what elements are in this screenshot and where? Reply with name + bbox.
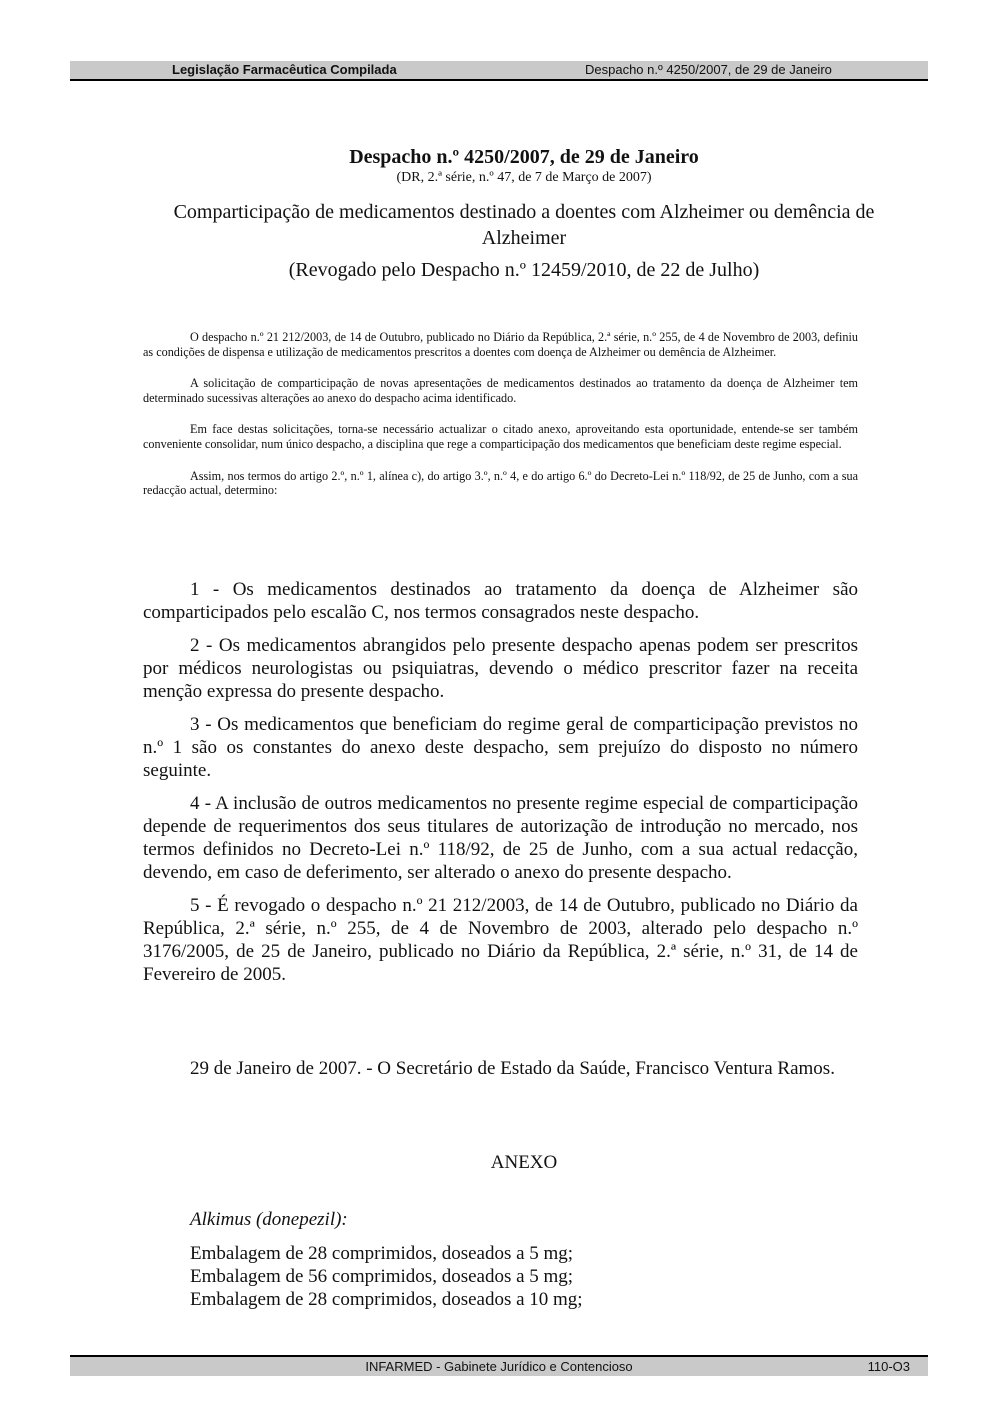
header-document-reference: Despacho n.º 4250/2007, de 29 de Janeiro xyxy=(585,62,832,77)
annex-title: ANEXO xyxy=(490,1152,558,1173)
annex-list-item: Embalagem de 56 comprimidos, doseados a 5 mg; xyxy=(190,1266,574,1287)
revocation-note: (Revogado pelo Despacho n.º 12459/2010, de 22 de Julho) xyxy=(288,259,760,281)
article-5: 5 - É revogado o despacho n.º 21 212/2003, de 14 de Outubro, publicado no Diário da República, 2.ª série, n.º 255, de 4 de Novembro de 2003, alterado pelo despacho n.º 3176/2005, de 25 de Janeiro, publicado no Diário da República, 2.ª série, n.º 31, de 14 de Fevereiro de 2005. xyxy=(143,895,858,985)
preamble-paragraph: O despacho n.º 21 212/2003, de 14 de Outubro, publicado no Diário da República, 2.ª série, n.º 255, de 4 de Novembro de 2003, definiu as condições de dispensa e utilização de medicamentos prescritos a doentes com doença de Alzheimer ou demência de Alzheimer. xyxy=(143,330,858,359)
article-3: 3 - Os medicamentos que beneficiam do regime geral de comparticipação previstos no n.º 1 são os constantes do anexo deste despacho, sem prejuízo do disposto no número seguinte. xyxy=(143,714,858,781)
article-4: 4 - A inclusão de outros medicamentos no presente regime especial de comparticipação depende de requerimentos dos seus titulares de autorização de introdução no mercado, nos termos definidos no Decreto-Lei n.º 118/92, de 25 de Junho, com a sua actual redacção, devendo, em caso de deferimento, ser alterado o anexo do presente despacho. xyxy=(143,793,858,883)
annex-list-item: Embalagem de 28 comprimidos, doseados a 5 mg; xyxy=(190,1243,574,1264)
annex-list-item: Embalagem de 28 comprimidos, doseados a 10 mg; xyxy=(190,1289,583,1310)
preamble-paragraph: A solicitação de comparticipação de novas apresentações de medicamentos destinados ao tratamento da doença de Alzheimer tem determinado sucessivas alterações ao anexo do despacho acima identificado. xyxy=(143,376,858,405)
preamble-paragraph: Em face destas solicitações, torna-se necessário actualizar o citado anexo, aproveitando esta oportunidade, entende-se ser também conveniente consolidar, num único despacho, a disciplina que rege a comparticipação dos medicamentos que beneficiam deste regime especial. xyxy=(143,422,858,451)
annex-list xyxy=(190,1242,583,1311)
article-2: 2 - Os medicamentos abrangidos pelo presente despacho apenas podem ser prescritos por médicos neurologistas ou psiquiatras, devendo o médico prescritor fazer na receita menção expressa do presente despacho. xyxy=(143,635,858,702)
annex-drug-name: Alkimus (donepezil): xyxy=(190,1209,348,1230)
preamble-paragraph: Assim, nos termos do artigo 2.º, n.º 1, alínea c), do artigo 3.º, n.º 4, e do artigo 6.º do Decreto-Lei n.º 118/92, de 25 de Junho, com a sua redacção actual, determino: xyxy=(143,468,858,498)
document-title: Despacho n.º 4250/2007, de 29 de Janeiro xyxy=(349,146,699,168)
preamble xyxy=(143,330,858,515)
article-1: 1 - Os medicamentos destinados ao tratamento da doença de Alzheimer são comparticipados pelo escalão C, nos termos consagrados neste despacho. xyxy=(143,579,858,623)
document-subject: Comparticipação de medicamentos destinado a doentes com Alzheimer ou demência de Alzheimer xyxy=(173,201,875,249)
page-header xyxy=(70,61,928,81)
header-publication-title: Legislação Farmacêutica Compilada xyxy=(172,62,397,77)
page-footer xyxy=(70,1355,928,1376)
signature: 29 de Janeiro de 2007. - O Secretário de Estado da Saúde, Francisco Ventura Ramos. xyxy=(190,1058,835,1079)
page-number: 110-O3 xyxy=(867,1359,910,1374)
document-publication-info: (DR, 2.ª série, n.º 47, de 7 de Março de 2007) xyxy=(396,170,652,185)
articles xyxy=(143,578,858,996)
footer-organization: INFARMED - Gabinete Jurídico e Contencioso xyxy=(365,1359,633,1374)
